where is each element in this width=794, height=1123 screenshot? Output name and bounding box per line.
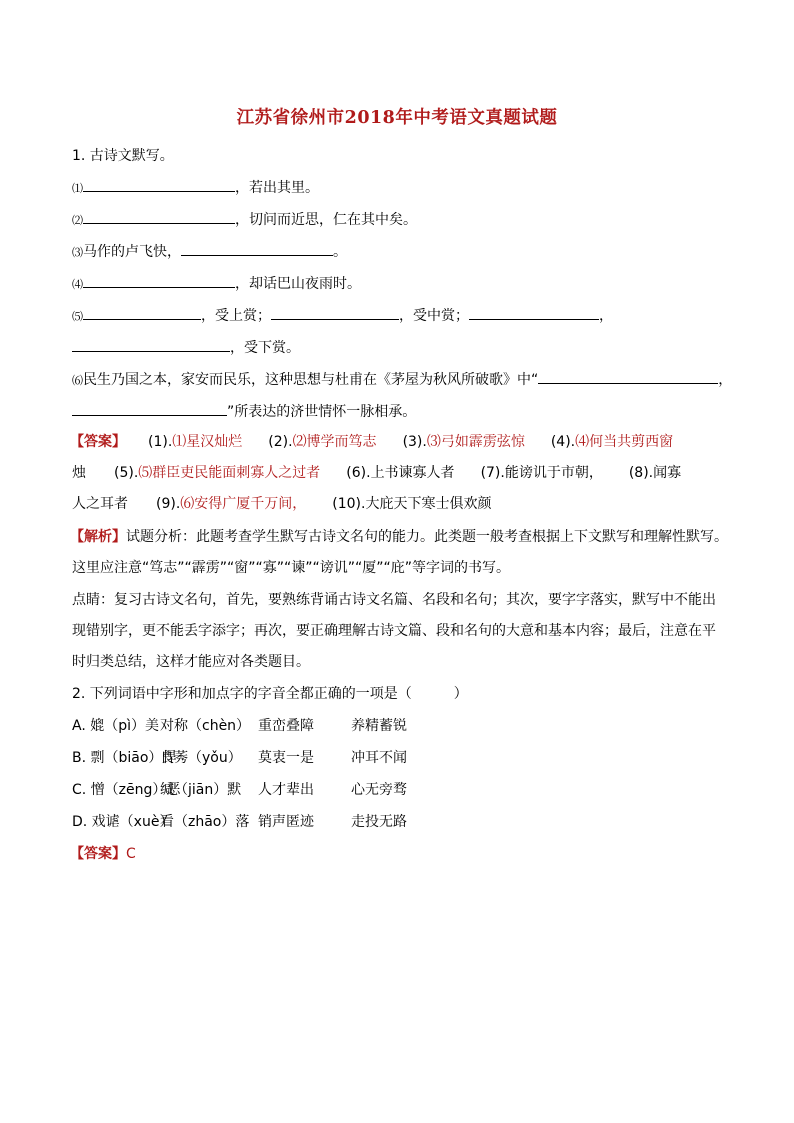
- answer-num: (8).: [628, 465, 654, 481]
- item-text: ，受上赏；: [201, 308, 271, 324]
- option-col-2: 良莠（yǒu）: [160, 750, 242, 766]
- answer-line-2: [72, 463, 681, 483]
- item-text: 马作的卢飞快，: [83, 244, 181, 260]
- answer-text: 大庇天下寒士俱欢颜: [365, 496, 492, 512]
- tip-line-1: 点睛：复习古诗文名句，首先，要熟练背诵古诗文名篇、名段和名句；其次，要字字落实，默写中不能出: [72, 592, 716, 608]
- answer-num: (1).: [148, 434, 173, 450]
- q1-item-5-cont: [72, 337, 300, 358]
- option-col-2: 对称（chèn）: [160, 718, 251, 734]
- answer-num: (7).: [480, 465, 505, 481]
- answer-text: ⑷何当共剪西窗: [575, 434, 674, 450]
- answer-num: (6).: [346, 465, 371, 481]
- option-col-2: 看（zhāo）落: [160, 814, 250, 830]
- answer-text: 人之耳者: [72, 496, 128, 512]
- q1-item-1: [72, 177, 319, 199]
- q1-item-4: [72, 273, 361, 295]
- analysis-line-1: [70, 527, 728, 547]
- analysis-label: 【解析】: [70, 529, 126, 545]
- q1-item-6-cont: [72, 401, 416, 422]
- answer-text: ⑵博学而笃志: [292, 434, 377, 450]
- option-col-4: 冲耳不闻: [351, 750, 407, 766]
- answer-text: ⑶弓如霹雳弦惊: [426, 434, 525, 450]
- option-col-1: C. 憎（zēng）恶: [72, 782, 181, 798]
- answer-line-1: [70, 432, 673, 452]
- item-text: ”所表达的济世情怀一脉相承。: [227, 404, 417, 420]
- item-number: ⑷: [72, 278, 83, 291]
- q2-option-a[interactable]: [72, 716, 431, 736]
- item-number: ⑹: [72, 374, 83, 387]
- item-number: ⑴: [72, 182, 83, 195]
- item-text: ，受中赏；: [399, 308, 469, 324]
- option-col-3: 莫衷一是: [258, 750, 314, 766]
- q1-item-2: [72, 209, 417, 231]
- item-text: ，受下赏。: [230, 340, 300, 356]
- q1-item-6: [72, 369, 732, 391]
- item-text: 民生乃国之本，家安而民乐，这种思想与杜甫在《茅屋为秋风所破歌》中“: [83, 372, 539, 388]
- item-text-end: 。: [333, 244, 347, 260]
- analysis-line-2: 这里应注意“笃志”“霹雳”“窗”“寡”“谏”“谤讥”“厦”“庇”等字词的书写。: [72, 560, 511, 576]
- answer-num: (10).: [332, 496, 366, 512]
- answer-num: (3).: [402, 434, 427, 450]
- item-text: ，若出其里。: [235, 180, 319, 196]
- answer-text: 闻寡: [653, 465, 682, 481]
- option-col-1: B. 剽（biāo）悍: [72, 750, 177, 766]
- answer-text: ⑴星汉灿烂: [172, 434, 243, 450]
- q2-option-d[interactable]: [72, 812, 431, 832]
- q1-stem: 1. 古诗文默写。: [72, 148, 174, 164]
- q2-answer: [70, 844, 136, 864]
- answer-blank[interactable]: [72, 401, 227, 416]
- answer-text: 上书谏寡人者: [370, 465, 455, 481]
- item-text: ，: [718, 372, 733, 388]
- option-col-3: 人才辈出: [258, 782, 314, 798]
- option-col-4: 心无旁骛: [351, 782, 407, 798]
- answer-text: 能谤讥于市朝，: [504, 465, 603, 481]
- tip-line-2: 现错别字，更不能丢字添字；再次，要正确理解古诗文篇、段和名句的大意和基本内容；最后，注意在平: [72, 623, 716, 639]
- answer-blank[interactable]: [83, 209, 235, 224]
- answer-blank[interactable]: [83, 273, 235, 288]
- q1-item-5: [72, 305, 613, 327]
- q2-option-c[interactable]: [72, 780, 431, 800]
- answer-blank[interactable]: [181, 241, 333, 256]
- item-number: ⑵: [72, 214, 83, 227]
- answer-num: (9).: [156, 496, 181, 512]
- option-col-4: 走投无路: [351, 814, 407, 830]
- item-number: ⑶: [72, 246, 83, 259]
- item-text: ，切问而近思，仁在其中矣。: [235, 212, 417, 228]
- answer-num: (4).: [550, 434, 576, 450]
- answer-text: ⑸群臣吏民能面刺寡人之过者: [138, 465, 321, 481]
- option-col-4: 养精蓄锐: [351, 718, 407, 734]
- option-col-3: 销声匿迹: [258, 814, 314, 830]
- answer-text: 烛: [72, 465, 86, 481]
- item-number: ⑸: [72, 310, 83, 323]
- answer-blank[interactable]: [72, 337, 230, 352]
- answer-text: ⑹安得广厦千万间，: [180, 496, 307, 512]
- answer-blank[interactable]: [83, 177, 235, 192]
- answer-blank[interactable]: [83, 305, 201, 320]
- q1-item-3: [72, 241, 347, 263]
- item-text: ，却话巴山夜雨时。: [235, 276, 361, 292]
- q2-stem: 2. 下列词语中字形和加点字的字音全都正确的一项是（ ）: [72, 686, 468, 702]
- tip-line-3: 时归类总结，这样才能应对各类题目。: [72, 654, 310, 670]
- option-col-1: D. 戏谑（xuè）: [72, 814, 174, 830]
- answer-num: (2).: [268, 434, 293, 450]
- option-col-3: 重峦叠障: [258, 718, 314, 734]
- option-col-2: 缄（jiān）默: [160, 782, 242, 798]
- q2-option-b[interactable]: [72, 748, 431, 768]
- page-title: 江苏省徐州市2018年中考语文真题试题: [236, 108, 558, 128]
- answer-blank[interactable]: [469, 305, 599, 320]
- item-text: ，: [599, 308, 613, 324]
- answer-num: (5).: [114, 465, 139, 481]
- answer-blank[interactable]: [538, 369, 718, 384]
- answer-line-3: [72, 494, 491, 514]
- answer-label: 【答案】: [70, 434, 126, 450]
- answer-blank[interactable]: [271, 305, 399, 320]
- option-col-1: A. 媲（pì）美: [72, 718, 160, 734]
- answer-label: 【答案】: [70, 846, 126, 862]
- analysis-text: 试题分析：此题考查学生默写古诗文名句的能力。此类题一般考查根据上下文默写和理解性默写。: [126, 529, 728, 545]
- answer-value: C: [126, 846, 136, 862]
